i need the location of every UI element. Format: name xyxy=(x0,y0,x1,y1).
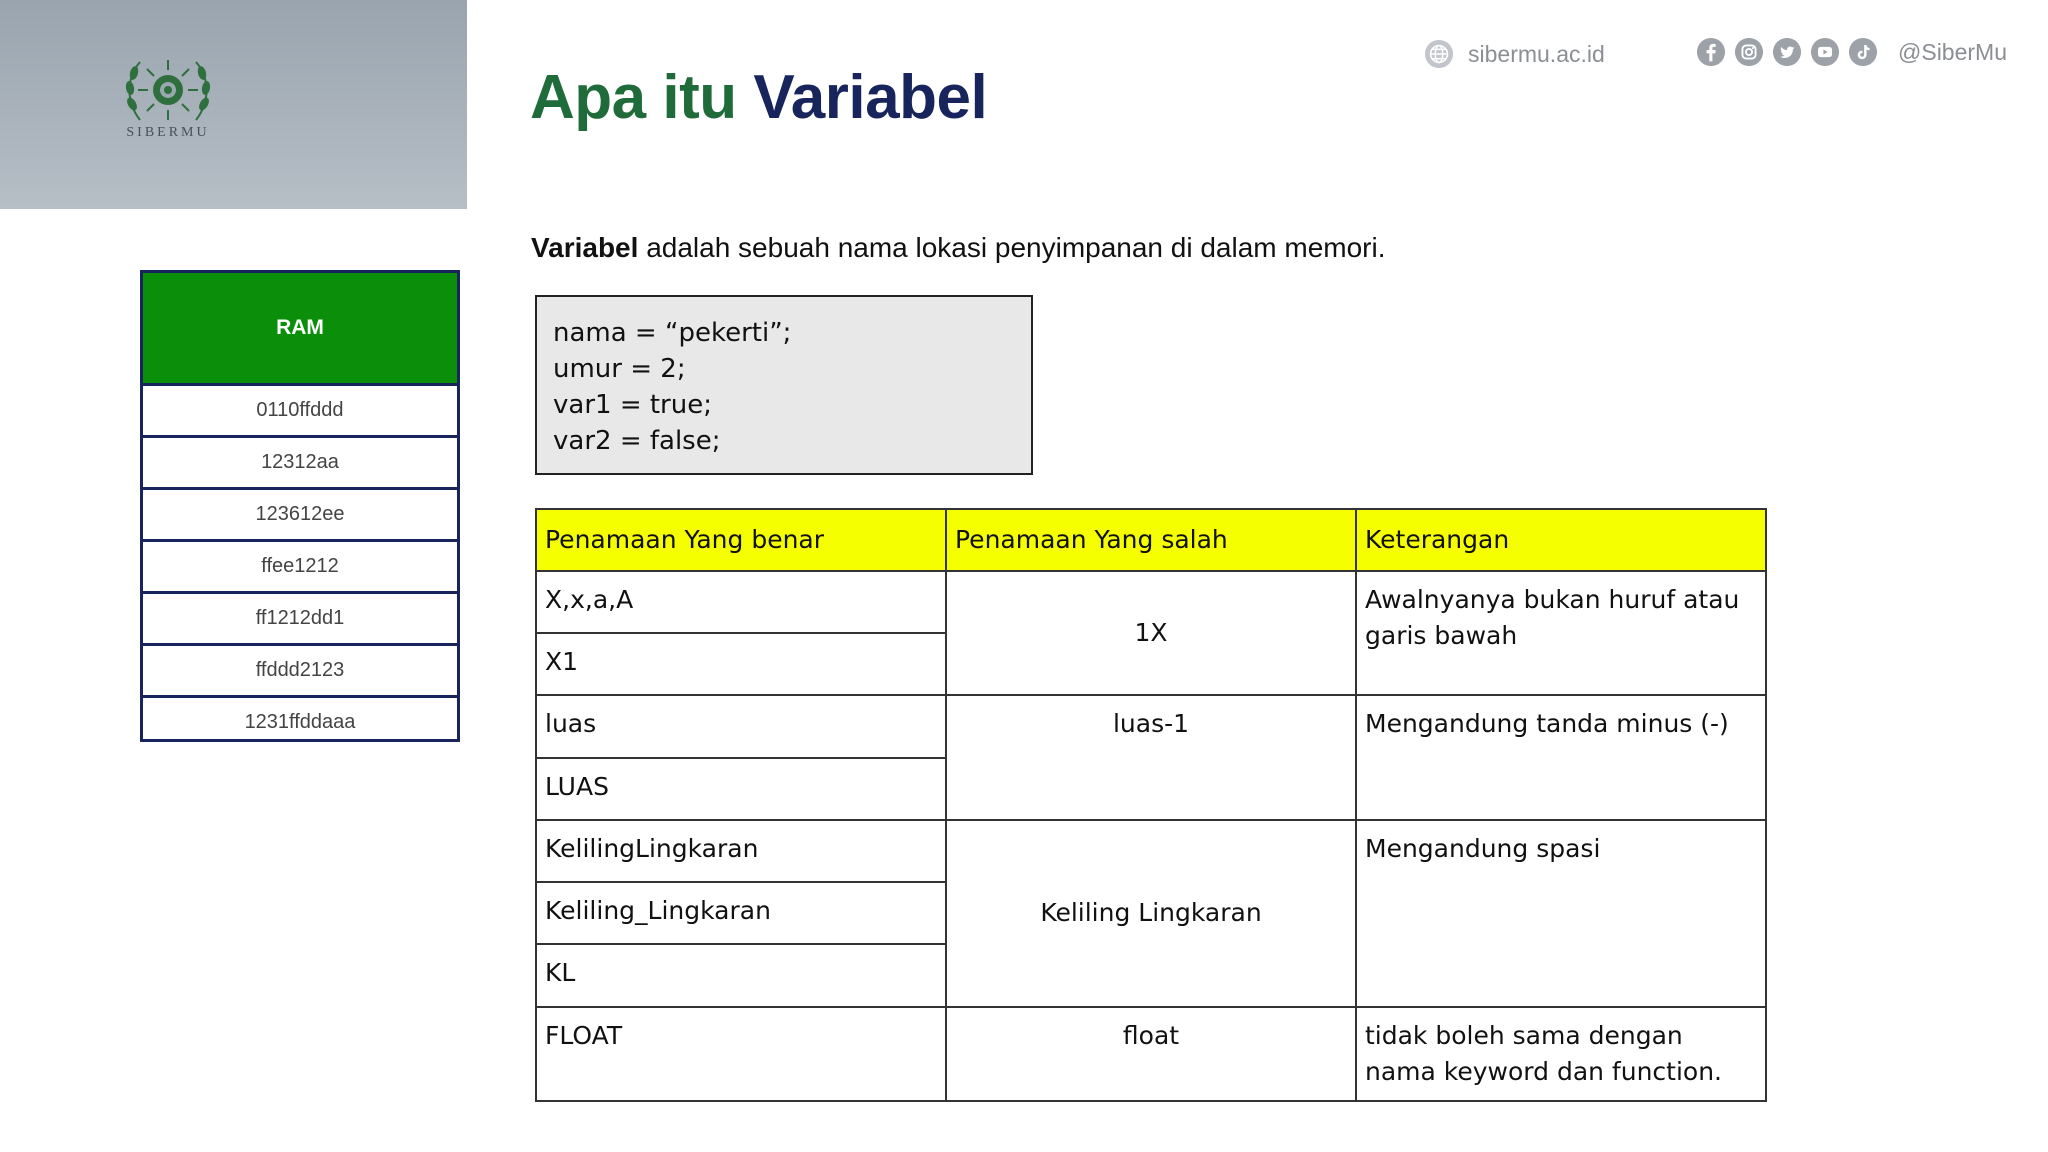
logo-panel xyxy=(0,0,467,209)
globe-icon xyxy=(1424,39,1454,69)
ram-cell: 12312aa xyxy=(143,438,457,490)
correct-cell: FLOAT xyxy=(536,1007,946,1101)
code-line: var1 = true; xyxy=(553,390,712,420)
code-line: nama = “pekerti”; xyxy=(553,318,792,348)
title-part2: Variabel xyxy=(753,63,988,132)
youtube-icon[interactable] xyxy=(1810,37,1840,67)
social-handle[interactable]: @SiberMu xyxy=(1898,38,2007,65)
code-example xyxy=(535,295,1033,475)
wrong-cell: float xyxy=(946,1007,1356,1101)
header-note: Keterangan xyxy=(1356,509,1766,571)
ram-cell: 1231ffddaaa xyxy=(244,711,356,733)
definition-text: adalah sebuah nama lokasi penyimpanan di dalam memori. xyxy=(646,232,1386,263)
social-links xyxy=(1696,34,2007,70)
note-cell: Awalnyanya bukan huruf atau garis bawah xyxy=(1356,571,1766,695)
wrong-cell: 1X xyxy=(946,571,1356,695)
ram-header: RAM xyxy=(143,273,457,386)
correct-cell: LUAS xyxy=(536,758,946,820)
correct-cell: X,x,a,A xyxy=(536,571,946,633)
note-cell: Mengandung spasi xyxy=(1356,820,1766,1007)
ram-diagram xyxy=(140,270,460,742)
ram-cell: ff1212dd1 xyxy=(143,594,457,646)
note-cell: Mengandung tanda minus (-) xyxy=(1356,695,1766,819)
wrong-cell: luas-1 xyxy=(946,695,1356,819)
page-title xyxy=(530,62,987,133)
code-line: var2 = false; xyxy=(553,426,721,456)
ram-cell: 123612ee xyxy=(143,490,457,542)
header-wrong: Penamaan Yang salah xyxy=(946,509,1356,571)
title-part1: Apa itu xyxy=(530,63,737,132)
wrong-cell: Keliling Lingkaran xyxy=(946,820,1356,1007)
definition-term: Variabel xyxy=(531,232,639,263)
instagram-icon[interactable] xyxy=(1734,37,1764,67)
ram-cell: ffee1212 xyxy=(143,542,457,594)
website-text: sibermu.ac.id xyxy=(1468,40,1605,67)
correct-cell: Keliling_Lingkaran xyxy=(536,882,946,944)
correct-cell: KelilingLingkaran xyxy=(536,820,946,882)
header-correct: Penamaan Yang benar xyxy=(536,509,946,571)
correct-cell: KL xyxy=(536,944,946,1006)
variable-definition xyxy=(531,232,1386,264)
logo-text: SIBERMU xyxy=(126,125,210,140)
code-line: umur = 2; xyxy=(553,354,686,384)
correct-cell: luas xyxy=(536,695,946,757)
website-link[interactable] xyxy=(1424,36,1605,72)
note-cell: tidak boleh sama dengan nama keyword dan function. xyxy=(1356,1007,1766,1101)
naming-rules-table xyxy=(535,508,1767,1102)
ram-cell: ffddd2123 xyxy=(143,646,457,698)
facebook-icon[interactable] xyxy=(1696,37,1726,67)
tiktok-icon[interactable] xyxy=(1848,37,1878,67)
correct-cell: X1 xyxy=(536,633,946,695)
twitter-icon[interactable] xyxy=(1772,37,1802,67)
ram-cell: 0110ffddd xyxy=(143,386,457,438)
